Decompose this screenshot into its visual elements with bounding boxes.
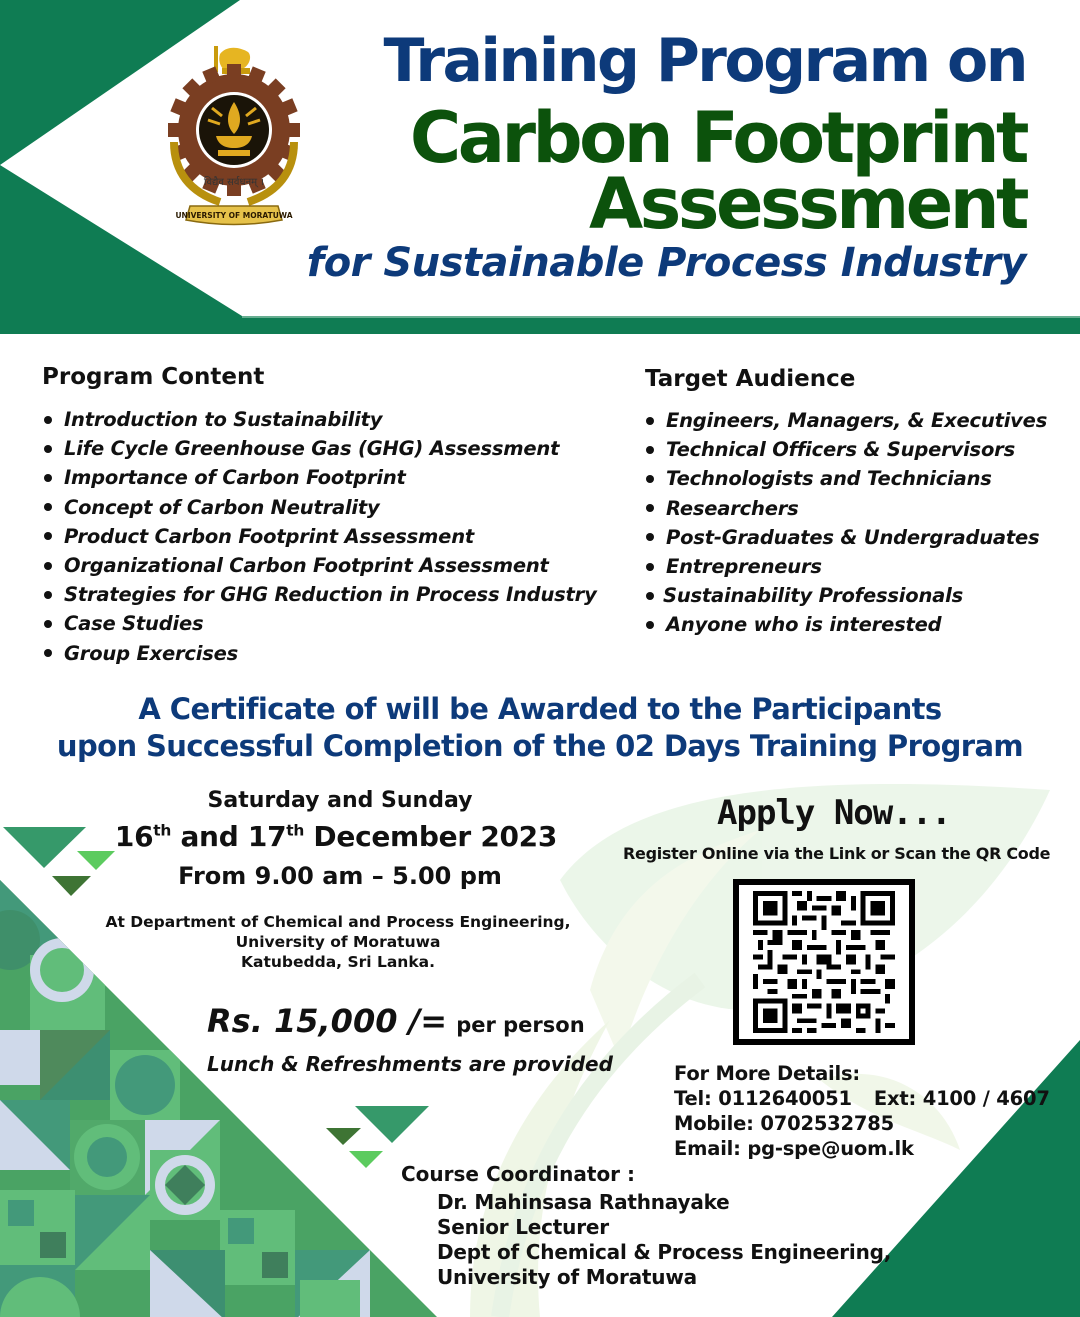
list-item: Entrepreneurs [646, 552, 1047, 581]
program-content-list [44, 405, 597, 668]
list-item: Strategies for GHG Reduction in Process Industry [44, 580, 597, 609]
venue: At Department of Chemical and Process Engineering, University of Moratuwa Katubedda, Sri Lanka. [105, 913, 571, 971]
register-instruction: Register Online via the Link or Scan the QR Code [623, 844, 1051, 863]
target-audience-list [646, 406, 1047, 640]
schedule-time: From 9.00 am – 5.00 pm [178, 862, 502, 890]
list-item: Researchers [646, 494, 1047, 523]
fee [207, 1002, 585, 1040]
contact-ext: Ext: 4100 / 4607 [873, 1087, 1050, 1110]
header-banner [0, 0, 1080, 336]
bullet-icon [646, 621, 654, 629]
bullet-icon [44, 474, 52, 482]
subtitle: for Sustainable Process Industry [306, 240, 1026, 286]
coordinator-university: University of Moratuwa [437, 1265, 697, 1289]
fee-note: Lunch & Refreshments are provided [207, 1052, 613, 1076]
certificate-line-1: A Certificate of will be Awarded to the Participants [138, 692, 942, 726]
fee-amount: Rs. 15,000 /= [207, 1002, 448, 1040]
title-line-2: Carbon Footprint [409, 97, 1026, 179]
contact-details [674, 1061, 1050, 1161]
list-item: Concept of Carbon Neutrality [44, 493, 597, 522]
list-item: Engineers, Managers, & Executives [646, 406, 1047, 435]
qr-code-icon[interactable] [733, 879, 915, 1045]
contact-heading: For More Details: [674, 1062, 861, 1085]
bullet-icon [44, 416, 52, 424]
list-item: Life Cycle Greenhouse Gas (GHG) Assessment [44, 434, 597, 463]
coordinator-department: Dept of Chemical & Process Engineering, [437, 1240, 892, 1264]
bullet-icon [44, 591, 52, 599]
contact-email[interactable]: Email: pg-spe@uom.lk [674, 1137, 914, 1160]
title-line-3: Assessment [588, 163, 1026, 245]
list-item: Product Carbon Footprint Assessment [44, 522, 597, 551]
program-content-heading: Program Content [42, 364, 265, 390]
svg-text:UNIVERSITY OF MORATUWA: UNIVERSITY OF MORATUWA [175, 211, 293, 220]
bullet-icon [646, 563, 654, 571]
bullet-icon [646, 533, 654, 541]
bullet-icon [646, 504, 654, 512]
bullet-icon [44, 649, 52, 657]
list-item: Organizational Carbon Footprint Assessment [44, 551, 597, 580]
bullet-icon [44, 562, 52, 570]
contact-tel[interactable]: Tel: 0112640051 [674, 1087, 852, 1110]
coordinator-name: Dr. Mahinsasa Rathnayake [437, 1190, 730, 1214]
title-line-1: Training Program on [383, 26, 1026, 96]
schedule-dates: 16th and 17th December 2023 [114, 820, 558, 853]
bullet-icon [646, 475, 654, 483]
apply-now-heading: Apply Now... [717, 793, 951, 833]
schedule-days: Saturday and Sunday [207, 788, 473, 813]
contact-mobile[interactable]: Mobile: 0702532785 [674, 1112, 895, 1135]
list-item: Group Exercises [44, 639, 597, 668]
bullet-icon [646, 592, 654, 600]
fee-unit: per person [456, 1013, 585, 1037]
university-crest-icon [160, 42, 308, 232]
bullet-icon [44, 445, 52, 453]
list-item: Technologists and Technicians [646, 464, 1047, 493]
list-item: Case Studies [44, 609, 597, 638]
list-item: Post-Graduates & Undergraduates [646, 523, 1047, 552]
coordinator-details [437, 1190, 891, 1290]
bullet-icon [646, 417, 654, 425]
list-item: Importance of Carbon Footprint [44, 463, 597, 492]
coordinator-heading: Course Coordinator : [401, 1162, 636, 1186]
contact-tel-row [674, 1086, 1050, 1111]
target-audience-heading: Target Audience [645, 366, 856, 392]
triangle-accent-left [3, 827, 115, 896]
coordinator-position: Senior Lecturer [437, 1215, 609, 1239]
bullet-icon [44, 620, 52, 628]
triangle-accent-center [326, 1106, 429, 1168]
list-item: Introduction to Sustainability [44, 405, 597, 434]
certificate-line-2: upon Successful Completion of the 02 Days Training Program [56, 729, 1024, 763]
list-item: Sustainability Professionals [646, 581, 1047, 610]
bullet-icon [646, 446, 654, 454]
bullet-icon [44, 503, 52, 511]
bullet-icon [44, 532, 52, 540]
list-item: Anyone who is interested [646, 610, 1047, 639]
svg-text:विद्यैव सर्वधनम् ।: विद्यैव सर्वधनम् । [203, 177, 265, 188]
list-item: Technical Officers & Supervisors [646, 435, 1047, 464]
